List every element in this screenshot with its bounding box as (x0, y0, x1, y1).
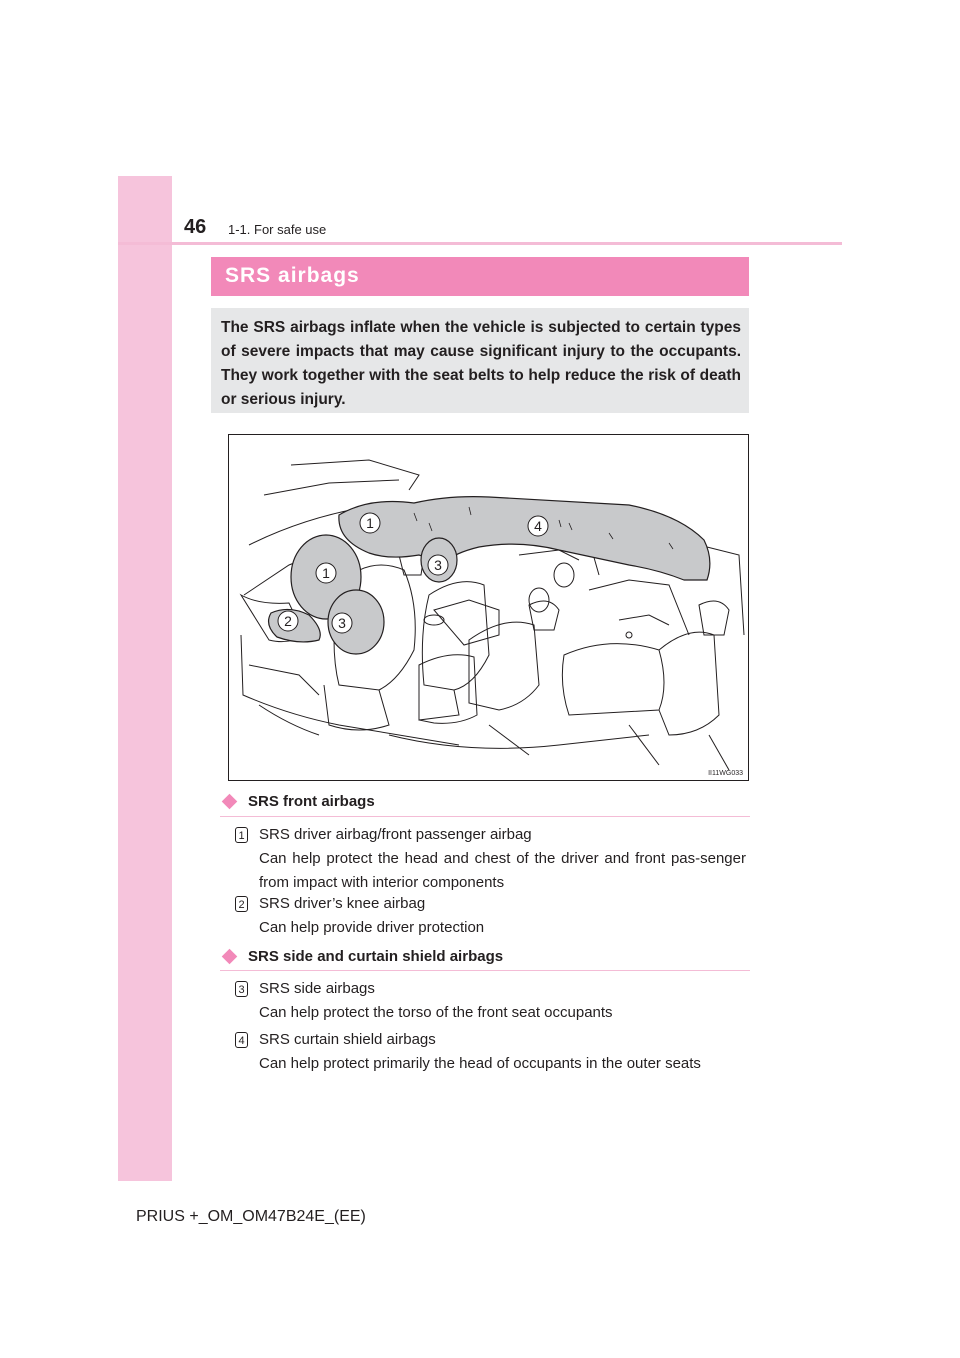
item-number-box: 3 (235, 981, 248, 997)
item-title: SRS curtain shield airbags (259, 1031, 436, 1048)
callout-1-top-label: 1 (366, 515, 374, 531)
list-item (259, 892, 746, 940)
item-description: Can help protect the torso of the front seat occupants (259, 1004, 613, 1021)
figure-code: II11WG033 (708, 770, 743, 777)
list-item (259, 823, 746, 895)
item-description: Can help provide driver protection (259, 919, 485, 936)
subhead-rule (220, 816, 750, 817)
subhead-side-curtain-airbags (220, 948, 503, 965)
airbag-illustration (228, 434, 749, 781)
callout-layer (229, 435, 749, 781)
list-item (259, 1028, 746, 1076)
item-description: Can help protect the head and chest of the driver and front pas-senger from impact with interior components (259, 850, 746, 891)
subhead-rule (220, 970, 750, 971)
list-item (259, 977, 746, 1025)
title-bar (211, 257, 749, 296)
subhead-side-curtain-airbags-label: SRS side and curtain shield airbags (248, 948, 504, 965)
callout-1-driver-label: 1 (322, 565, 330, 581)
item-title: SRS driver airbag/front passenger airbag (259, 826, 532, 843)
page-number: 46 (184, 216, 207, 238)
item-description: Can help protect primarily the head of occupants in the outer seats (259, 1055, 701, 1072)
item-title: SRS driver’s knee airbag (259, 895, 426, 912)
side-color-band (118, 176, 172, 1181)
diamond-bullet-icon (222, 949, 238, 965)
intro-box (211, 308, 749, 413)
callout-4-label: 4 (534, 518, 542, 534)
page-title: SRS airbags (225, 264, 360, 287)
item-number-box: 2 (235, 896, 248, 912)
section-label: 1-1. For safe use (228, 222, 327, 237)
callout-3-driver-label: 3 (338, 615, 346, 631)
document-footer: PRIUS +_OM_OM47B24E_(EE) (136, 1208, 366, 1225)
callout-3-passenger-label: 3 (434, 557, 442, 573)
subhead-front-airbags (220, 793, 375, 810)
callout-2-label: 2 (284, 613, 292, 629)
item-title: SRS side airbags (259, 980, 375, 997)
subhead-front-airbags-label: SRS front airbags (248, 793, 375, 810)
item-number-box: 1 (235, 827, 248, 843)
diamond-bullet-icon (222, 794, 238, 810)
item-number-box: 4 (235, 1032, 248, 1048)
intro-text: The SRS airbags inflate when the vehicle is subjected to certain types of severe impacts that may cause significant injury to the occupants. They work together with the seat belts to help reduce the risk of death or serious injury. (221, 319, 741, 408)
header-rule (118, 242, 842, 245)
